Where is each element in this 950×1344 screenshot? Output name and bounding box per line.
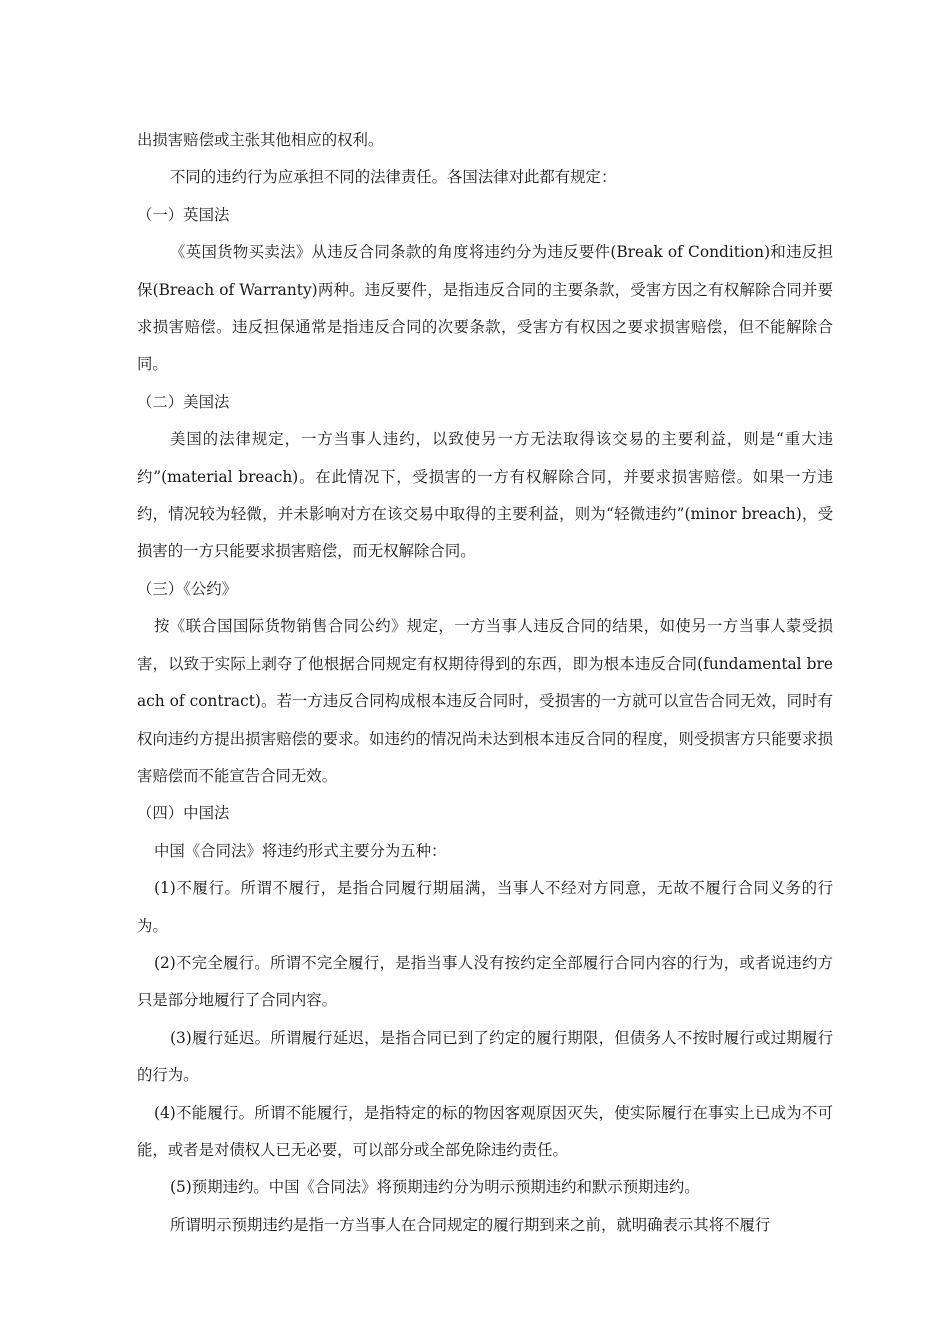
section-heading: （四）中国法 (137, 804, 230, 823)
paragraph: 所谓明示预期违约是指一方当事人在合同规定的履行期到来之前，就明确表示其将不履行 (170, 1215, 771, 1234)
list-item: (4)不能履行。所谓不能履行，是指特定的标的物因客观原因灭失，使实际履行在事实上已成为不可能，或者是对债权人已无必要，可以部分或全部免除违约责任。 (137, 1103, 833, 1159)
section-heading: （三）《公约》 (137, 579, 238, 598)
section-heading: （二）美国法 (137, 392, 230, 411)
section-heading: （一）英国法 (137, 205, 230, 224)
paragraph: 出损害赔偿或主张其他相应的权利。 (137, 131, 384, 149)
paragraph: 按《联合国国际货物销售合同公约》规定，一方当事人违反合同的结果，如使另一方当事人蒙受损害，以致于实际上剥夺了他根据合同规定有权期待得到的东西，即为根本违反合同(fundamental breach of contract)。若一方违反合同构成根本违反合同时，受损害的一方就可以宣告合同无效，同时有权向违约方提出损害赔偿的要求。如违约的情况尚未达到根本违反合同的程度，则受损害方只能要求损害赔偿而不能宣告合同无效。 (137, 617, 833, 785)
list-item: (5)预期违约。中国《合同法》将预期违约分为明示预期违约和默示预期违约。 (170, 1178, 700, 1197)
paragraph: 《英国货物买卖法》从违反合同条款的角度将违约分为违反要件(Break of Condition)和违反担保(Breach of Warranty)两种。违反要件，是指违反合同的主要条款，受害方因之有权解除合同并要求损害赔偿。违反担保通常是指违反合同的次要条款，受害方有权因之要求损害赔偿，但不能解除合同。 (137, 243, 833, 374)
paragraph: 不同的违约行为应承担不同的法律责任。各国法律对此都有规定： (170, 168, 617, 187)
list-item: (3)履行延迟。所谓履行延迟，是指合同已到了约定的履行期限，但债务人不按时履行或过期履行的行为。 (137, 1028, 833, 1085)
paragraph: 美国的法律规定，一方当事人违约，以致使另一方无法取得该交易的主要利益，则是“重大违约”(material breach)。在此情况下，受损害的一方有权解除合同，并要求损害赔偿。如果一方违约，情况较为轻微，并未影响对方在该交易中取得的主要利益，则为“轻微违约”(minor breach)，受损害的一方只能要求损害赔偿，而无权解除合同。 (137, 430, 833, 561)
document-body (137, 122, 833, 1244)
list-item: (1)不履行。所谓不履行，是指合同履行期届满，当事人不经对方同意，无故不履行合同义务的行为。 (137, 879, 833, 935)
list-item: (2)不完全履行。所谓不完全履行，是指当事人没有按约定全部履行合同内容的行为，或者说违约方只是部分地履行了合同内容。 (137, 953, 833, 1010)
paragraph: 中国《合同法》将违约形式主要分为五种： (154, 841, 447, 860)
